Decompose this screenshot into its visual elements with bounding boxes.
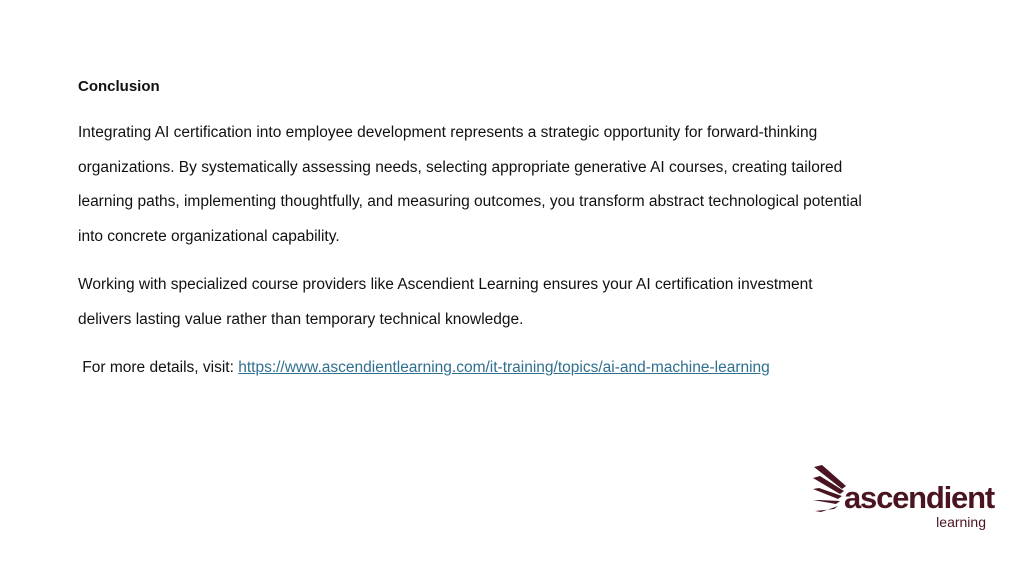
- details-prefix: For more details, visit:: [78, 359, 239, 376]
- conclusion-paragraph: Integrating AI certification into employee development represents a strategic opportunity for forward-thinking organizations. By systematically assessing needs, selecting appropriate generative AI courses, creating tailored learning paths, implementing thoughtfully, and measuring outcomes, you transform abstract technological potential into concrete organizational capability.: [78, 124, 862, 245]
- logo-wordmark: ascendient: [844, 480, 994, 515]
- details-link[interactable]: https://www.ascendientlearning.com/it-training/topics/ai-and-machine-learning: [238, 359, 770, 376]
- content-area: [78, 74, 868, 400]
- ascendient-logo: [812, 462, 992, 534]
- section-heading: Conclusion: [78, 78, 160, 95]
- logo-subtext: learning: [936, 514, 986, 530]
- provider-paragraph: Working with specialized course providers like Ascendient Learning ensures your AI certification investment delivers lasting value rather than temporary technical knowledge.: [78, 276, 813, 328]
- details-paragraph: [78, 351, 868, 386]
